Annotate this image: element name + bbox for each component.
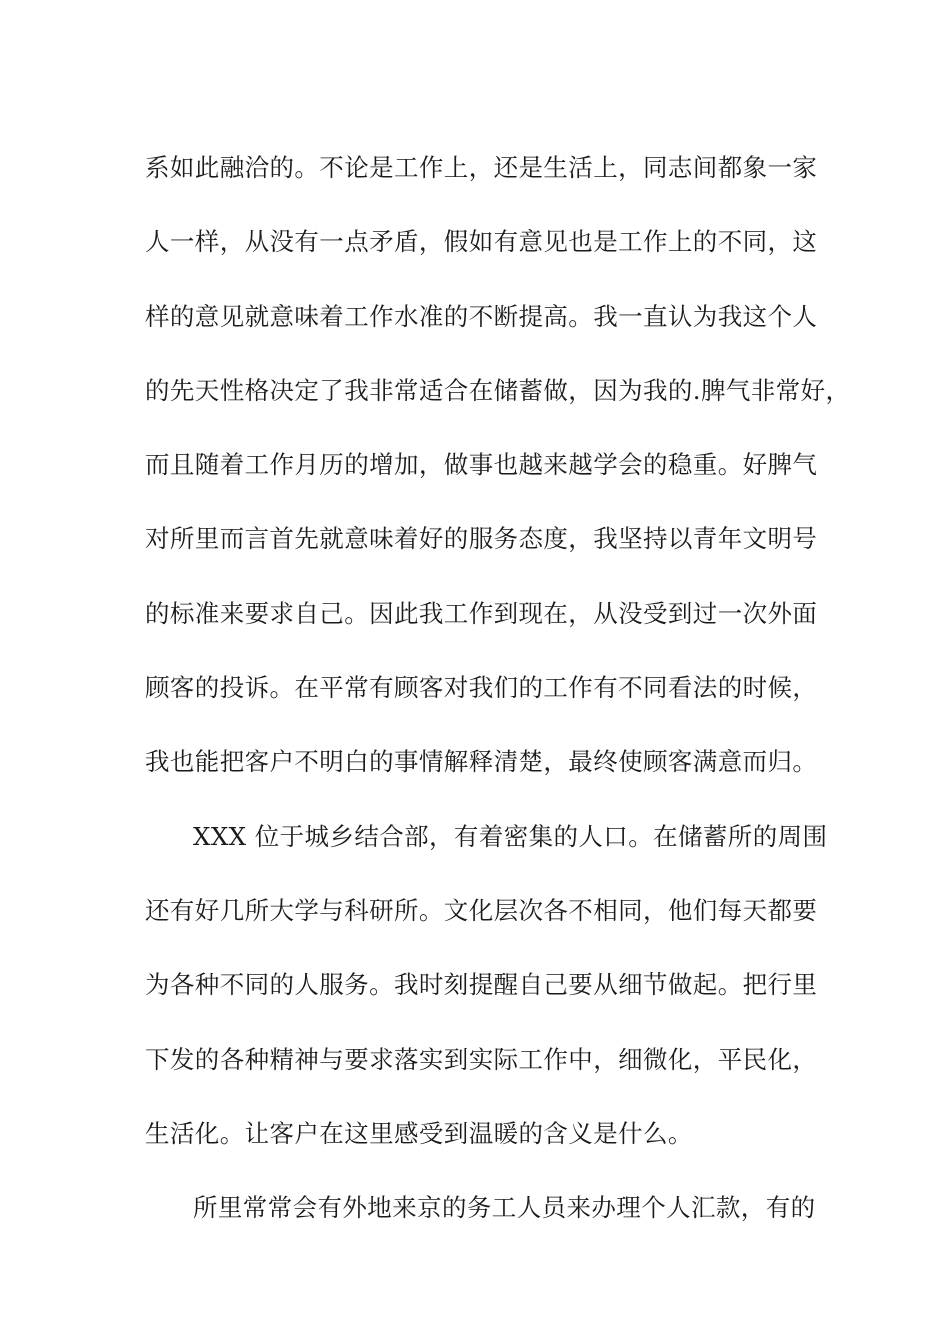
text-line: 样的意见就意味着工作水准的不断提高。我一直认为我这个人 [145, 301, 818, 331]
text-line: 而且随着工作月历的增加，做事也越来越学会的稳重。好脾气 [145, 450, 818, 480]
paragraph-start-line: 所里常常会有外地来京的务工人员来办理个人汇款，有的 [193, 1193, 816, 1223]
text-line: 为各种不同的人服务。我时刻提醒自己要从细节做起。把行里 [145, 970, 818, 1000]
document-body [145, 131, 851, 1245]
text-line: 下发的各种精神与要求落实到实际工作中，细微化，平民化， [145, 1044, 818, 1074]
text-line: 生活化。让客户在这里感受到温暖的含义是什么。 [145, 1118, 693, 1148]
text-line: 系如此融洽的。不论是工作上，还是生活上，同志间都象一家 [145, 153, 818, 182]
text-line: 顾客的投诉。在平常有顾客对我们的工作有不同看法的时候， [145, 673, 818, 703]
paragraph-start-line: XXX 位于城乡结合部，有着密集的人口。在储蓄所的周围 [193, 821, 828, 851]
text-line: 人一样，从没有一点矛盾，假如有意见也是工作上的不同，这 [145, 227, 818, 257]
text-line: 的先天性格决定了我非常适合在储蓄做，因为我的.脾气非常好， [145, 375, 851, 405]
text-line: 还有好几所大学与科研所。文化层次各不相同，他们每天都要 [145, 895, 818, 925]
text-line: 对所里而言首先就意味着好的服务态度，我坚持以青年文明号 [145, 524, 818, 554]
text-line: 我也能把客户不明白的事情解释清楚，最终使顾客满意而归。 [145, 747, 818, 777]
text-line: 的标准来要求自己。因此我工作到现在，从没受到过一次外面 [145, 598, 818, 628]
